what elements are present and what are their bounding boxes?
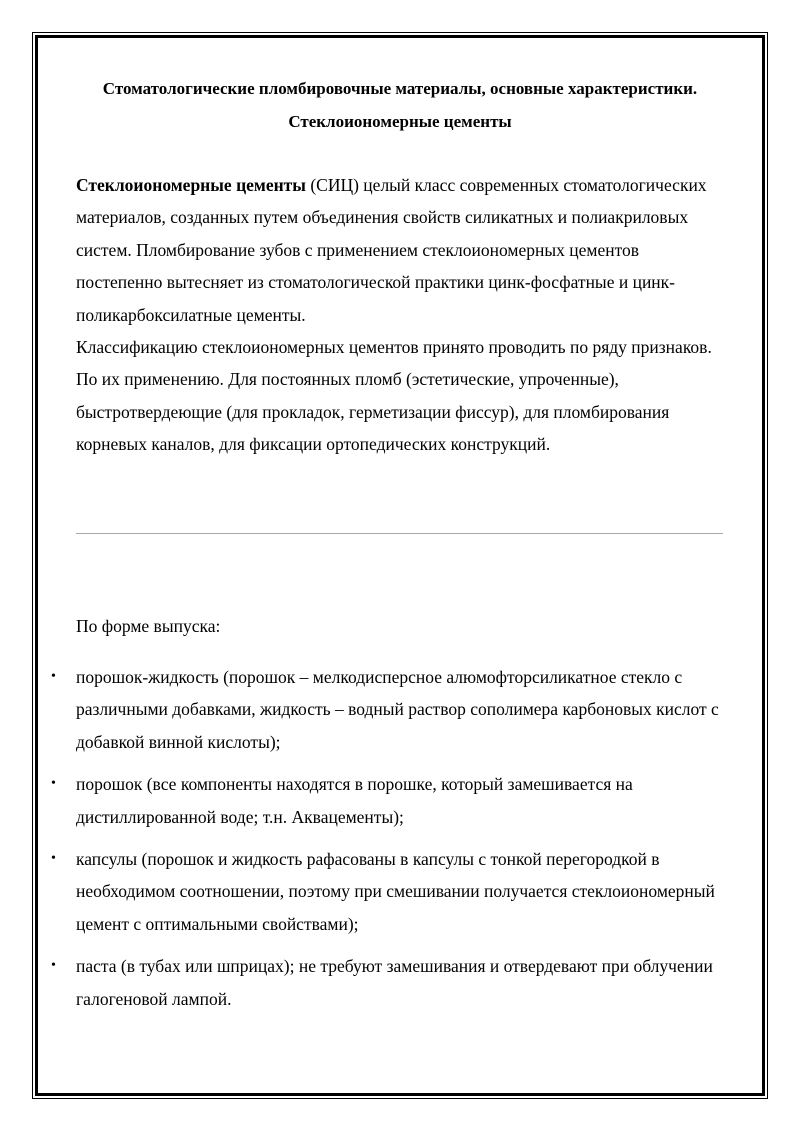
list-item-text: паста (в тубах или шприцах); не требуют замешивания и отвердевают при облучении галогеновой лампой. [76,956,713,1009]
list-item-text: капсулы (порошок и жидкость рафасованы в капсулы с тонкой перегородкой в необходимом соотношении, поэтому при смешивании получается стеклоиономерный цемент с оптимальными свойствами); [76,849,715,934]
bullet-icon: • [51,958,56,974]
intro-definition: (СИЦ) целый класс современных стоматологических материалов, созданных путем объединения свойств силикатных и полиакриловых систем. Пломбирование зубов с применением стеклоиономерных цементов постепенно вытесняет из стоматологической практики цинк-фосфатные и цинк-поликарбоксилатные цементы. [76,175,707,325]
list-item [51,950,736,1015]
release-forms-list [51,661,736,1025]
horizontal-divider [76,533,723,534]
bullet-icon: • [51,851,56,867]
intro-paragraph [76,169,726,331]
list-item [51,768,736,833]
document-title: Стоматологические пломбировочные материалы, основные характеристики. Стеклоиономерные цементы [102,79,698,131]
form-heading: По форме выпуска: [76,616,221,636]
intro-section [76,169,726,461]
intro-term: Стеклоиономерные цементы [76,175,306,195]
application-paragraph: По их применению. Для постоянных пломб (эстетические, упроченные), быстротвердеющие (для прокладок, герметизации фиссур), для пломбирования корневых каналов, для фиксации ортопедических конструкций. [76,369,670,455]
bullet-icon: • [51,669,56,684]
list-item-text: порошок (все компоненты находятся в порошке, который замешивается на дистиллированной воде; т.н. Аквацементы); [76,774,633,827]
bullet-icon: • [51,776,56,792]
list-item-text: порошок-жидкость (порошок – мелкодисперсное алюмофторсиликатное стекло с различными добавками, жидкость – водный раствор сополимера карбоновых кислот с добавкой винной кислоты); [76,667,719,752]
list-item [51,661,736,758]
classification-paragraph: Классификацию стеклоиономерных цементов принято проводить по ряду признаков. [76,337,712,358]
list-item [51,843,736,940]
